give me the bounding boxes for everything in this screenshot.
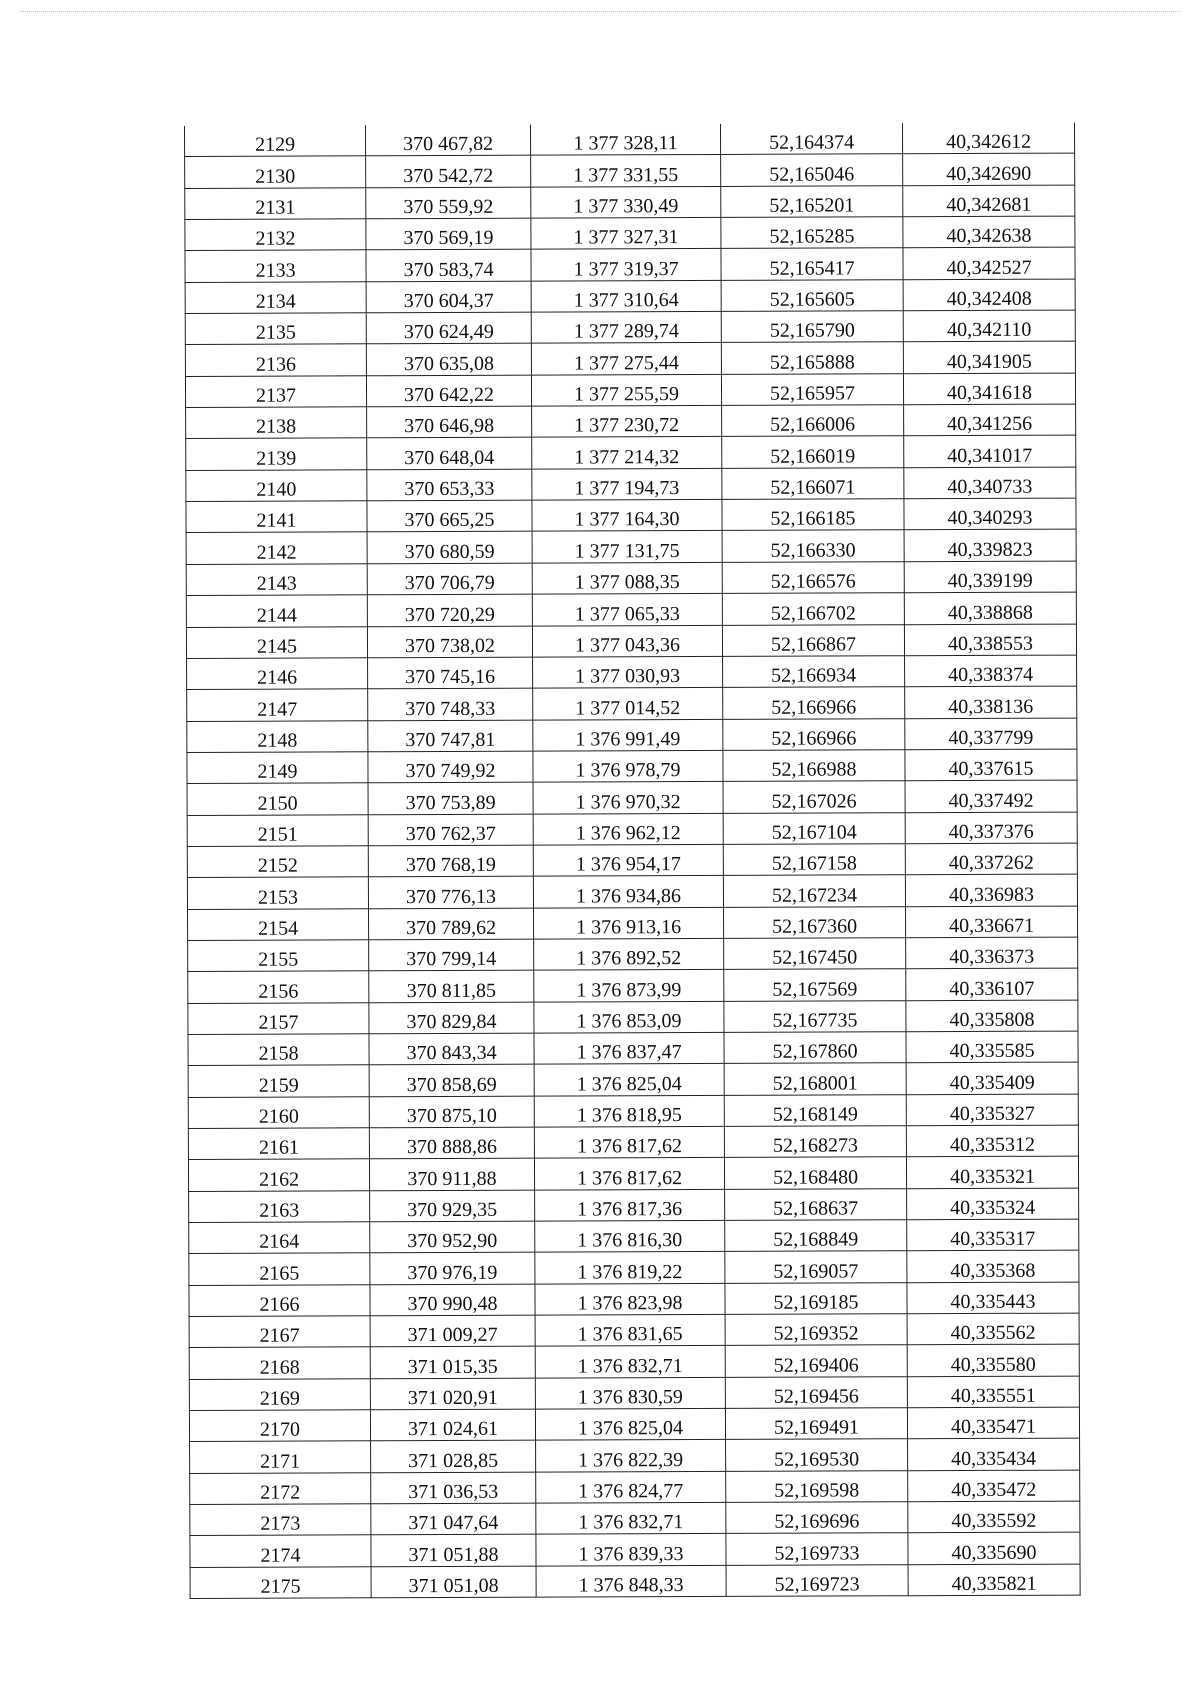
y-coordinate-cell: 1 376 816,30 xyxy=(535,1220,725,1252)
y-coordinate-cell: 1 376 991,49 xyxy=(533,719,723,751)
table-row xyxy=(187,686,1077,721)
table-row xyxy=(185,247,1075,282)
table-row xyxy=(189,1344,1079,1379)
longitude-cell: 40,335821 xyxy=(908,1564,1080,1596)
y-coordinate-cell: 1 377 255,59 xyxy=(531,374,721,406)
table-row xyxy=(188,937,1078,972)
latitude-cell: 52,165957 xyxy=(721,373,903,405)
latitude-cell: 52,167735 xyxy=(724,1000,906,1032)
longitude-cell: 40,340293 xyxy=(904,498,1076,530)
longitude-cell: 40,336671 xyxy=(906,906,1078,938)
y-coordinate-cell: 1 376 818,95 xyxy=(534,1095,724,1127)
point-number-cell: 2145 xyxy=(186,626,367,658)
x-coordinate-cell: 370 642,22 xyxy=(366,375,531,407)
longitude-cell: 40,338553 xyxy=(904,624,1076,656)
longitude-cell: 40,335317 xyxy=(907,1219,1079,1251)
x-coordinate-cell: 370 745,16 xyxy=(368,657,533,689)
longitude-cell: 40,335327 xyxy=(906,1094,1078,1126)
table-row xyxy=(185,216,1075,251)
longitude-cell: 40,335312 xyxy=(906,1125,1078,1157)
latitude-cell: 52,166006 xyxy=(722,405,904,437)
point-number-cell: 2153 xyxy=(187,877,368,909)
longitude-cell: 40,339199 xyxy=(904,561,1076,593)
longitude-cell: 40,341618 xyxy=(903,373,1075,405)
x-coordinate-cell: 370 559,92 xyxy=(366,187,531,219)
y-coordinate-cell: 1 377 131,75 xyxy=(532,531,722,563)
table-row xyxy=(185,279,1075,314)
point-number-cell: 2143 xyxy=(186,564,367,596)
scan-edge-line xyxy=(20,11,1180,12)
x-coordinate-cell: 370 680,59 xyxy=(367,532,532,564)
latitude-cell: 52,168149 xyxy=(724,1094,906,1126)
x-coordinate-cell: 371 015,35 xyxy=(370,1347,535,1379)
x-coordinate-cell: 370 648,04 xyxy=(367,438,532,470)
latitude-cell: 52,167450 xyxy=(724,938,906,970)
x-coordinate-cell: 371 051,88 xyxy=(371,1535,536,1567)
y-coordinate-cell: 1 377 319,37 xyxy=(531,249,721,281)
y-coordinate-cell: 1 376 825,04 xyxy=(534,1064,724,1096)
x-coordinate-cell: 370 776,13 xyxy=(368,876,533,908)
table-row xyxy=(186,624,1076,659)
table-row xyxy=(186,467,1076,502)
x-coordinate-cell: 370 843,34 xyxy=(369,1033,534,1065)
latitude-cell: 52,166071 xyxy=(722,468,904,500)
y-coordinate-cell: 1 377 214,32 xyxy=(532,437,722,469)
longitude-cell: 40,335551 xyxy=(907,1376,1079,1408)
longitude-cell: 40,341905 xyxy=(903,341,1075,373)
y-coordinate-cell: 1 377 327,31 xyxy=(531,217,721,249)
longitude-cell: 40,337615 xyxy=(905,749,1077,781)
longitude-cell: 40,337492 xyxy=(905,780,1077,812)
x-coordinate-cell: 371 036,53 xyxy=(371,1472,536,1504)
y-coordinate-cell: 1 376 970,32 xyxy=(533,782,723,814)
y-coordinate-cell: 1 377 194,73 xyxy=(532,468,722,500)
longitude-cell: 40,342408 xyxy=(903,279,1075,311)
x-coordinate-cell: 370 929,35 xyxy=(370,1190,535,1222)
point-number-cell: 2140 xyxy=(186,470,367,502)
longitude-cell: 40,336373 xyxy=(906,937,1078,969)
latitude-cell: 52,165285 xyxy=(721,217,903,249)
longitude-cell: 40,341017 xyxy=(904,436,1076,468)
latitude-cell: 52,166019 xyxy=(722,436,904,468)
y-coordinate-cell: 1 376 892,52 xyxy=(534,938,724,970)
latitude-cell: 52,169598 xyxy=(726,1471,908,1503)
x-coordinate-cell: 370 811,85 xyxy=(369,970,534,1002)
longitude-cell: 40,337376 xyxy=(905,812,1077,844)
y-coordinate-cell: 1 377 289,74 xyxy=(531,312,721,344)
y-coordinate-cell: 1 377 030,93 xyxy=(533,656,723,688)
point-number-cell: 2141 xyxy=(186,501,367,533)
x-coordinate-cell: 370 635,08 xyxy=(366,344,531,376)
point-number-cell: 2167 xyxy=(189,1316,370,1348)
y-coordinate-cell: 1 377 065,33 xyxy=(532,594,722,626)
latitude-cell: 52,169733 xyxy=(726,1533,908,1565)
latitude-cell: 52,167026 xyxy=(723,781,905,813)
latitude-cell: 52,169185 xyxy=(725,1282,907,1314)
longitude-cell: 40,336983 xyxy=(905,874,1077,906)
x-coordinate-cell: 370 706,79 xyxy=(367,563,532,595)
latitude-cell: 52,166988 xyxy=(723,750,905,782)
longitude-cell: 40,342527 xyxy=(903,247,1075,279)
table-row xyxy=(186,561,1076,596)
table-row xyxy=(188,1031,1078,1066)
x-coordinate-cell: 370 749,92 xyxy=(368,751,533,783)
longitude-cell: 40,338136 xyxy=(905,686,1077,718)
latitude-cell: 52,165417 xyxy=(721,248,903,280)
longitude-cell: 40,335324 xyxy=(907,1188,1079,1220)
x-coordinate-cell: 370 768,19 xyxy=(368,845,533,877)
y-coordinate-cell: 1 376 848,33 xyxy=(536,1565,726,1597)
longitude-cell: 40,337262 xyxy=(905,843,1077,875)
y-coordinate-cell: 1 377 330,49 xyxy=(531,186,721,218)
table-row xyxy=(187,812,1077,847)
longitude-cell: 40,342612 xyxy=(902,123,1074,155)
latitude-cell: 52,169352 xyxy=(725,1314,907,1346)
table-row xyxy=(186,530,1076,565)
table-row xyxy=(189,1219,1079,1254)
y-coordinate-cell: 1 376 954,17 xyxy=(533,844,723,876)
longitude-cell: 40,335321 xyxy=(906,1156,1078,1188)
latitude-cell: 52,165046 xyxy=(721,154,903,186)
latitude-cell: 52,168480 xyxy=(724,1157,906,1189)
latitude-cell: 52,169530 xyxy=(726,1439,908,1471)
latitude-cell: 52,166185 xyxy=(722,499,904,531)
table-row xyxy=(185,185,1075,220)
point-number-cell: 2166 xyxy=(189,1285,370,1317)
latitude-cell: 52,166867 xyxy=(722,624,904,656)
x-coordinate-cell: 370 738,02 xyxy=(367,626,532,658)
y-coordinate-cell: 1 376 817,36 xyxy=(535,1189,725,1221)
x-coordinate-cell: 370 542,72 xyxy=(366,156,531,188)
y-coordinate-cell: 1 377 328,11 xyxy=(530,124,720,156)
latitude-cell: 52,165888 xyxy=(721,342,903,374)
x-coordinate-cell: 371 028,85 xyxy=(371,1441,536,1473)
x-coordinate-cell: 370 829,84 xyxy=(369,1002,534,1034)
x-coordinate-cell: 370 720,29 xyxy=(367,594,532,626)
latitude-cell: 52,168849 xyxy=(725,1220,907,1252)
table-row xyxy=(188,1125,1078,1160)
point-number-cell: 2132 xyxy=(185,219,366,251)
table-row xyxy=(188,1156,1078,1191)
point-number-cell: 2160 xyxy=(188,1096,369,1128)
point-number-cell: 2173 xyxy=(190,1504,371,1536)
x-coordinate-cell: 370 875,10 xyxy=(369,1096,534,1128)
point-number-cell: 2164 xyxy=(189,1222,370,1254)
table-row xyxy=(189,1250,1079,1285)
table-row xyxy=(185,373,1075,408)
y-coordinate-cell: 1 377 331,55 xyxy=(531,155,721,187)
latitude-cell: 52,165790 xyxy=(721,311,903,343)
y-coordinate-cell: 1 376 825,04 xyxy=(535,1409,725,1441)
point-number-cell: 2138 xyxy=(186,407,367,439)
table-row xyxy=(187,780,1077,815)
table-row xyxy=(190,1501,1080,1536)
x-coordinate-cell: 370 467,82 xyxy=(365,125,530,156)
point-number-cell: 2156 xyxy=(188,971,369,1003)
table-row xyxy=(189,1313,1079,1348)
y-coordinate-cell: 1 377 088,35 xyxy=(532,562,722,594)
table-row xyxy=(189,1282,1079,1317)
x-coordinate-cell: 371 024,61 xyxy=(370,1409,535,1441)
y-coordinate-cell: 1 376 817,62 xyxy=(534,1126,724,1158)
x-coordinate-cell: 371 051,08 xyxy=(371,1566,536,1598)
x-coordinate-cell: 370 858,69 xyxy=(369,1064,534,1096)
table-row xyxy=(190,1439,1080,1474)
table-row xyxy=(189,1407,1079,1442)
longitude-cell: 40,336107 xyxy=(906,968,1078,1000)
table-row xyxy=(187,874,1077,909)
table-row xyxy=(187,718,1077,753)
table-row xyxy=(188,1062,1078,1097)
longitude-cell: 40,335585 xyxy=(906,1031,1078,1063)
coordinates-table xyxy=(184,123,1081,1600)
latitude-cell: 52,166702 xyxy=(722,593,904,625)
y-coordinate-cell: 1 376 824,77 xyxy=(536,1471,726,1503)
point-number-cell: 2133 xyxy=(185,250,366,282)
point-number-cell: 2135 xyxy=(185,313,366,345)
y-coordinate-cell: 1 376 934,86 xyxy=(533,876,723,908)
x-coordinate-cell: 370 624,49 xyxy=(366,312,531,344)
longitude-cell: 40,342681 xyxy=(903,185,1075,217)
x-coordinate-cell: 370 976,19 xyxy=(370,1253,535,1285)
longitude-cell: 40,335472 xyxy=(908,1470,1080,1502)
table-row xyxy=(186,436,1076,471)
x-coordinate-cell: 370 753,89 xyxy=(368,782,533,814)
point-number-cell: 2161 xyxy=(188,1128,369,1160)
table-row xyxy=(185,341,1075,376)
y-coordinate-cell: 1 376 819,22 xyxy=(535,1252,725,1284)
point-number-cell: 2159 xyxy=(188,1065,369,1097)
latitude-cell: 52,167104 xyxy=(723,812,905,844)
table-row xyxy=(185,153,1075,188)
point-number-cell: 2147 xyxy=(187,689,368,721)
point-number-cell: 2131 xyxy=(185,187,366,219)
table-row xyxy=(188,1094,1078,1129)
table-row xyxy=(186,592,1076,627)
table-row xyxy=(186,498,1076,533)
longitude-cell: 40,342110 xyxy=(903,310,1075,342)
point-number-cell: 2129 xyxy=(185,125,366,157)
latitude-cell: 52,166934 xyxy=(723,656,905,688)
point-number-cell: 2157 xyxy=(188,1002,369,1034)
y-coordinate-cell: 1 377 043,36 xyxy=(532,625,722,657)
y-coordinate-cell: 1 376 873,99 xyxy=(534,970,724,1002)
longitude-cell: 40,335562 xyxy=(907,1313,1079,1345)
point-number-cell: 2152 xyxy=(187,846,368,878)
longitude-cell: 40,339823 xyxy=(904,530,1076,562)
table-row xyxy=(188,906,1078,941)
latitude-cell: 52,166966 xyxy=(723,687,905,719)
y-coordinate-cell: 1 376 962,12 xyxy=(533,813,723,845)
x-coordinate-cell: 371 020,91 xyxy=(370,1378,535,1410)
longitude-cell: 40,335580 xyxy=(907,1344,1079,1376)
point-number-cell: 2174 xyxy=(190,1535,371,1567)
point-number-cell: 2142 xyxy=(186,532,367,564)
point-number-cell: 2144 xyxy=(186,595,367,627)
longitude-cell: 40,335592 xyxy=(908,1501,1080,1533)
longitude-cell: 40,335409 xyxy=(906,1062,1078,1094)
table-body xyxy=(185,123,1081,1599)
y-coordinate-cell: 1 376 978,79 xyxy=(533,750,723,782)
longitude-cell: 40,338374 xyxy=(905,655,1077,687)
point-number-cell: 2170 xyxy=(189,1410,370,1442)
x-coordinate-cell: 370 762,37 xyxy=(368,814,533,846)
point-number-cell: 2139 xyxy=(186,438,367,470)
y-coordinate-cell: 1 377 275,44 xyxy=(531,343,721,375)
y-coordinate-cell: 1 376 837,47 xyxy=(534,1032,724,1064)
point-number-cell: 2163 xyxy=(189,1190,370,1222)
x-coordinate-cell: 370 583,74 xyxy=(366,250,531,282)
point-number-cell: 2171 xyxy=(190,1441,371,1473)
point-number-cell: 2172 xyxy=(190,1473,371,1505)
table-row xyxy=(188,1000,1078,1035)
x-coordinate-cell: 370 789,62 xyxy=(369,908,534,940)
point-number-cell: 2175 xyxy=(190,1567,371,1599)
point-number-cell: 2130 xyxy=(185,156,366,188)
point-number-cell: 2148 xyxy=(187,720,368,752)
latitude-cell: 52,168001 xyxy=(724,1063,906,1095)
latitude-cell: 52,165605 xyxy=(721,279,903,311)
latitude-cell: 52,166966 xyxy=(723,718,905,750)
table-row xyxy=(190,1470,1080,1505)
point-number-cell: 2134 xyxy=(185,282,366,314)
latitude-cell: 52,168637 xyxy=(725,1188,907,1220)
y-coordinate-cell: 1 377 164,30 xyxy=(532,500,722,532)
longitude-cell: 40,337799 xyxy=(905,718,1077,750)
longitude-cell: 40,335690 xyxy=(908,1533,1080,1565)
y-coordinate-cell: 1 376 822,39 xyxy=(536,1440,726,1472)
table-row xyxy=(185,310,1075,345)
y-coordinate-cell: 1 377 014,52 xyxy=(533,688,723,720)
latitude-cell: 52,169456 xyxy=(725,1376,907,1408)
y-coordinate-cell: 1 376 832,71 xyxy=(536,1503,726,1535)
longitude-cell: 40,340733 xyxy=(904,467,1076,499)
point-number-cell: 2169 xyxy=(189,1379,370,1411)
latitude-cell: 52,167860 xyxy=(724,1032,906,1064)
table-row xyxy=(187,749,1077,784)
latitude-cell: 52,168273 xyxy=(724,1126,906,1158)
table-row xyxy=(188,968,1078,1003)
x-coordinate-cell: 370 952,90 xyxy=(370,1221,535,1253)
longitude-cell: 40,342690 xyxy=(903,153,1075,185)
point-number-cell: 2162 xyxy=(188,1159,369,1191)
longitude-cell: 40,335434 xyxy=(908,1439,1080,1471)
latitude-cell: 52,167569 xyxy=(724,969,906,1001)
latitude-cell: 52,165201 xyxy=(721,185,903,217)
latitude-cell: 52,164374 xyxy=(720,123,902,155)
x-coordinate-cell: 370 665,25 xyxy=(367,500,532,532)
x-coordinate-cell: 370 604,37 xyxy=(366,281,531,313)
x-coordinate-cell: 370 569,19 xyxy=(366,218,531,250)
x-coordinate-cell: 370 799,14 xyxy=(369,939,534,971)
latitude-cell: 52,169696 xyxy=(726,1502,908,1534)
latitude-cell: 52,166330 xyxy=(722,530,904,562)
latitude-cell: 52,167158 xyxy=(723,844,905,876)
x-coordinate-cell: 370 911,88 xyxy=(369,1159,534,1191)
x-coordinate-cell: 370 748,33 xyxy=(368,688,533,720)
latitude-cell: 52,166576 xyxy=(722,562,904,594)
point-number-cell: 2158 xyxy=(188,1034,369,1066)
longitude-cell: 40,335368 xyxy=(907,1250,1079,1282)
point-number-cell: 2137 xyxy=(185,376,366,408)
y-coordinate-cell: 1 376 817,62 xyxy=(534,1158,724,1190)
coordinates-table-sheet xyxy=(184,123,1080,1600)
longitude-cell: 40,335808 xyxy=(906,1000,1078,1032)
y-coordinate-cell: 1 376 830,59 xyxy=(535,1377,725,1409)
point-number-cell: 2154 xyxy=(188,908,369,940)
latitude-cell: 52,167234 xyxy=(723,875,905,907)
latitude-cell: 52,169491 xyxy=(725,1408,907,1440)
longitude-cell: 40,338868 xyxy=(904,592,1076,624)
y-coordinate-cell: 1 376 839,33 xyxy=(536,1534,726,1566)
x-coordinate-cell: 371 009,27 xyxy=(370,1315,535,1347)
point-number-cell: 2165 xyxy=(189,1253,370,1285)
point-number-cell: 2151 xyxy=(187,814,368,846)
y-coordinate-cell: 1 376 832,71 xyxy=(535,1346,725,1378)
latitude-cell: 52,169057 xyxy=(725,1251,907,1283)
longitude-cell: 40,335443 xyxy=(907,1282,1079,1314)
x-coordinate-cell: 370 653,33 xyxy=(367,469,532,501)
x-coordinate-cell: 371 047,64 xyxy=(371,1503,536,1535)
table-row xyxy=(186,404,1076,439)
point-number-cell: 2155 xyxy=(188,940,369,972)
y-coordinate-cell: 1 376 831,65 xyxy=(535,1314,725,1346)
table-row xyxy=(187,655,1077,690)
table-row xyxy=(189,1376,1079,1411)
x-coordinate-cell: 370 990,48 xyxy=(370,1284,535,1316)
table-row xyxy=(187,843,1077,878)
latitude-cell: 52,169723 xyxy=(726,1565,908,1597)
y-coordinate-cell: 1 376 853,09 xyxy=(534,1001,724,1033)
x-coordinate-cell: 370 888,86 xyxy=(369,1127,534,1159)
table-row xyxy=(189,1188,1079,1223)
x-coordinate-cell: 370 646,98 xyxy=(367,406,532,438)
longitude-cell: 40,342638 xyxy=(903,216,1075,248)
x-coordinate-cell: 370 747,81 xyxy=(368,720,533,752)
table-row xyxy=(190,1533,1080,1568)
table-row xyxy=(190,1564,1080,1599)
longitude-cell: 40,341256 xyxy=(904,404,1076,436)
point-number-cell: 2150 xyxy=(187,783,368,815)
y-coordinate-cell: 1 377 230,72 xyxy=(532,406,722,438)
y-coordinate-cell: 1 376 823,98 xyxy=(535,1283,725,1315)
longitude-cell: 40,335471 xyxy=(907,1407,1079,1439)
point-number-cell: 2149 xyxy=(187,752,368,784)
latitude-cell: 52,167360 xyxy=(724,906,906,938)
y-coordinate-cell: 1 376 913,16 xyxy=(534,907,724,939)
latitude-cell: 52,169406 xyxy=(725,1345,907,1377)
point-number-cell: 2136 xyxy=(185,344,366,376)
point-number-cell: 2146 xyxy=(187,658,368,690)
point-number-cell: 2168 xyxy=(189,1347,370,1379)
table-row xyxy=(185,123,1075,157)
y-coordinate-cell: 1 377 310,64 xyxy=(531,280,721,312)
